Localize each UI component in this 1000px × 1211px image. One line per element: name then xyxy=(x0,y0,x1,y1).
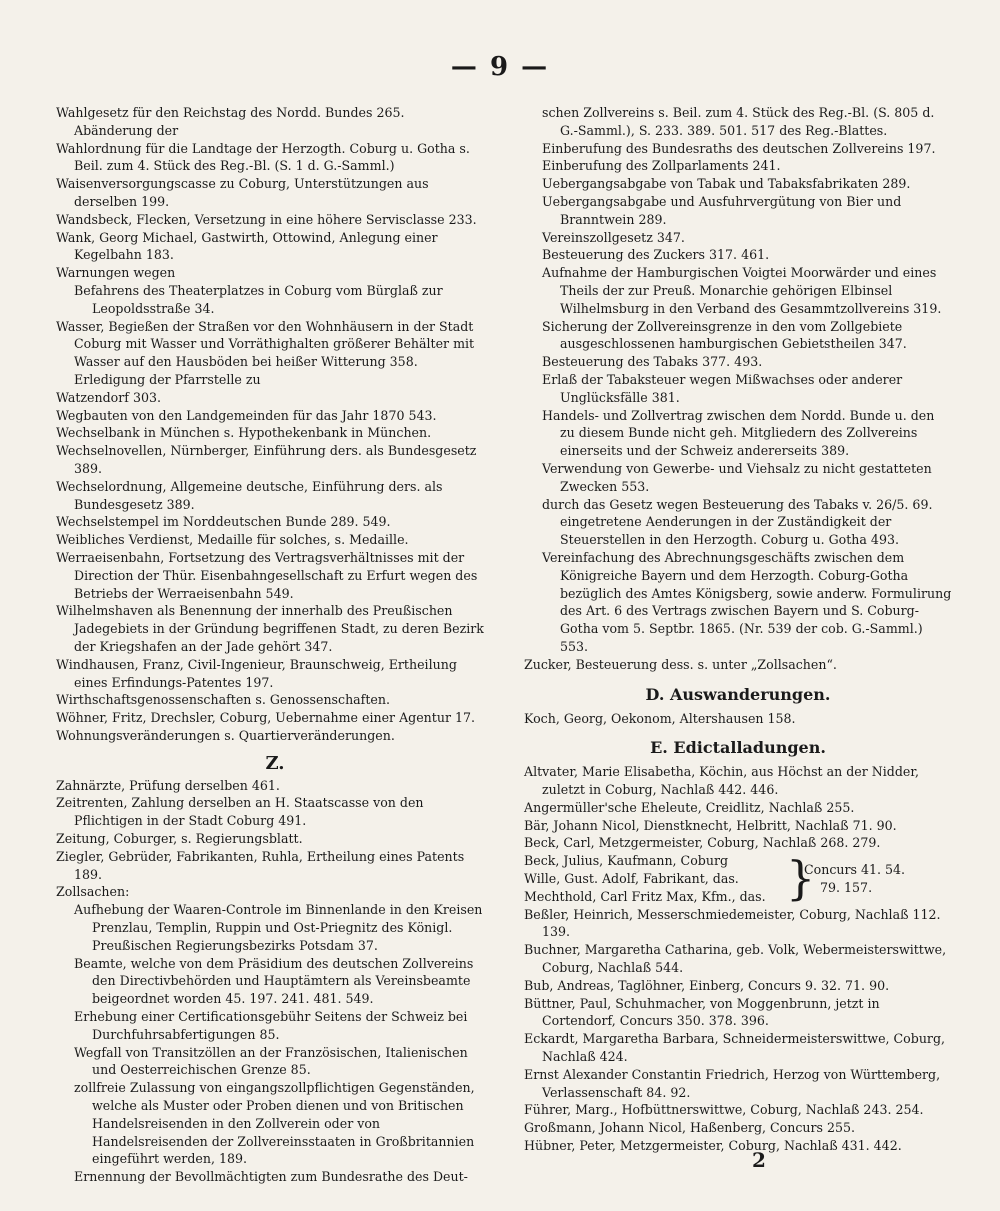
curly-brace: } xyxy=(786,851,816,906)
index-entry: Wechselordnung, Allgemeine deutsche, Einführung ders. als Bundesgesetz 389. xyxy=(56,478,443,512)
index-entry: Befahrens des Theaterplatzes in Coburg vom Bürglaß zur Leopoldsstraße 34. xyxy=(74,282,443,316)
index-entry: Wahlgesetz für den Reichstag des Nordd. Bundes 265. xyxy=(56,105,405,120)
index-entry: Uebergangsabgabe und Ausfuhrvergütung von Bier und Branntwein 289. xyxy=(542,193,902,227)
index-entry: Wöhner, Fritz, Drechsler, Coburg, Uebernahme einer Agentur 17. xyxy=(56,710,476,726)
index-entry: Zahnärzte, Prüfung derselben 461. xyxy=(56,777,280,793)
index-entry: Wank, Georg Michael, Gastwirth, Ottowind, Anlegung einer Kegelbahn 183. xyxy=(56,229,438,263)
left-column xyxy=(56,104,494,1186)
index-entry: Wechselstempel im Norddeutschen Bunde 289. 549. xyxy=(56,514,391,530)
index-entry: Wechselnovellen, Nürnberger, Einführung ders. als Bundesgesetz 389. xyxy=(56,443,477,476)
list-item: Beck, Julius, Kaufmann, Coburg xyxy=(524,853,729,869)
index-entry: Wasser, Begießen der Straßen vor den Wohnhäusern in der Stadt Coburg mit Wasser und Vorräthighalten größerer Behälter mit Wasser auf den Hausböden bei heißer Witterung 358. xyxy=(56,318,475,370)
index-entry: Zeitrenten, Zahlung derselben an H. Staatscasse von den Pflichtigen in der Stadt Coburg 491. xyxy=(56,795,424,829)
index-entry: Einberufung des Bundesraths des deutschen Zollvereins 197. xyxy=(542,140,936,156)
index-entry: Uebergangsabgabe von Tabak und Tabaksfabrikaten 289. xyxy=(542,176,911,192)
concurs-group-text xyxy=(804,852,952,905)
index-entry: Bub, Andreas, Taglöhner, Einberg, Concurs 9. 32. 71. 90. xyxy=(524,977,890,993)
index-entry: Watzendorf 303. xyxy=(56,389,161,405)
index-entry: Besteuerung des Tabaks 377. 493. xyxy=(542,354,763,370)
index-entry: Altvater, Marie Elisabetha, Köchin, aus Höchst an der Nidder, zuletzt in Coburg, Nachlaß 442. 446. xyxy=(524,764,920,798)
index-entry: Wirthschaftsgenossenschaften s. Genossenschaften. xyxy=(56,692,390,708)
index-entry: Zeitung, Coburger, s. Regierungsblatt. xyxy=(56,831,303,847)
index-entry: Weibliches Verdienst, Medaille für solches, s. Medaille. xyxy=(56,532,409,548)
index-entry: Verwendung von Gewerbe- und Viehsalz zu nicht gestatteten Zwecken 553. xyxy=(542,460,932,494)
index-entry: Aufhebung der Waaren-Controle im Binnenlande in den Kreisen Prenzlau, Templin, Ruppin und Ost-Priegnitz des Königl. Preußischen Regierungsbezirks Potsdam 37. xyxy=(74,902,483,953)
index-entry: Ernennung der Bevollmächtigten zum Bundesrathe des Deut- xyxy=(74,1169,468,1185)
index-entry: Waisenversorgungscasse zu Coburg, Unterstützungen aus derselben 199. xyxy=(56,176,429,209)
section-letter: Z. xyxy=(265,752,285,774)
index-entry: Buchner, Margaretha Catharina, geb. Volk, Webermeisterswittwe, Coburg, Nachlaß 544. xyxy=(524,942,947,976)
index-entry: Aufnahme der Hamburgischen Voigtei Moorwärder und eines Theils der zur Preuß. Monarchie gehörigen Elbinsel Wilhelmsburg in den Verband des Gesammtzollvereins 319. xyxy=(542,265,942,316)
index-entry: Wandsbeck, Flecken, Versetzung in eine höhere Servisclasse 233. xyxy=(56,211,477,227)
index-entry: Ziegler, Gebrüder, Fabrikanten, Ruhla, Ertheilung eines Patents 189. xyxy=(56,848,465,882)
section-e-entries xyxy=(524,763,952,852)
section-e-entries-continued xyxy=(524,906,952,1155)
index-entry: Bär, Johann Nicol, Dienstknecht, Helbritt, Nachlaß 71. 90. xyxy=(524,817,897,833)
right-column-entries xyxy=(524,104,952,674)
concurs-refs-1: Concurs 41. 54. xyxy=(804,862,906,878)
list-item: Mechthold, Carl Fritz Max, Kfm., das. xyxy=(524,888,766,904)
section-d-heading: D. Auswanderungen. xyxy=(645,684,831,704)
index-entry: Vereinfachung des Abrechnungsgeschäfts zwischen dem Königreiche Bayern und dem Herzogth. Coburg-Gotha bezüglich des Amtes Königsberg, sowie anderw. Formulirung des Art. 6 des Vertrags zwischen Bayern und S. Coburg-Gotha vom 5. Septbr. 1865. (Nr. 539 der cob. G.-Samml.) 553. xyxy=(542,549,952,654)
index-entry: Führer, Marg., Hofbüttnerswittwe, Coburg, Nachlaß 243. 254. xyxy=(524,1102,924,1118)
index-entry: Ernst Alexander Constantin Friedrich, Herzog von Württemberg, Verlassenschaft 84. 92. xyxy=(524,1066,941,1100)
index-entry: Wahlordnung für die Landtage der Herzogth. Coburg u. Gotha s. Beil. zum 4. Stück des Reg.-Bl. (S. 1 d. G.-Samml.) xyxy=(56,140,470,174)
sub-heading: Abänderung der xyxy=(74,122,179,138)
section-d-entries xyxy=(524,710,952,728)
index-entry: Warnungen wegen xyxy=(56,265,176,281)
section-e-heading: E. Edictalladungen. xyxy=(650,738,826,758)
index-entry: Eckardt, Margaretha Barbara, Schneidermeisterswittwe, Coburg, Nachlaß 424. xyxy=(524,1031,946,1065)
signature-mark: 2 xyxy=(752,1148,766,1172)
index-entry: Erlaß der Tabaksteuer wegen Mißwachses oder anderer Unglücksfälle 381. xyxy=(542,371,903,405)
index-entry: Hübner, Peter, Metzgermeister, Coburg, Nachlaß 431. 442. xyxy=(524,1138,902,1154)
index-entry: Koch, Georg, Oekonom, Altershausen 158. xyxy=(524,710,796,726)
sub-heading: Erledigung der Pfarrstelle zu xyxy=(74,371,261,387)
index-entry: Windhausen, Franz, Civil-Ingenieur, Braunschweig, Ertheilung eines Erfindungs-Patentes 197. xyxy=(56,656,457,690)
index-entry: zollfreie Zulassung von eingangszollpflichtigen Gegenständen, welche als Muster oder Proben dienen und von Britischen Handelsreisenden in den Zollverein oder von Handelsreisenden der Zollvereinsstaaten in Großbritannien eingeführt werden, 189. xyxy=(74,1080,475,1167)
index-entry: Wegbauten von den Landgemeinden für das Jahr 1870 543. xyxy=(56,407,437,423)
index-entry: Erhebung einer Certificationsgebühr Seitens der Schweiz bei Durchfuhrsabfertigungen 85. xyxy=(74,1009,468,1042)
index-entry: Beßler, Heinrich, Messerschmiedemeister, Coburg, Nachlaß 112. 139. xyxy=(524,906,941,940)
index-entry: Wilhelmshaven als Benennung der innerhalb des Preußischen Jadegebiets in der Gründung begriffenen Stadt, zu deren Bezirk der Kriegshafen an der Jade gehört 347. xyxy=(56,603,484,654)
concurs-refs-2: 79. 157. xyxy=(820,879,873,895)
index-entry: Großmann, Johann Nicol, Haßenberg, Concurs 255. xyxy=(524,1120,856,1136)
index-entry: Werraeisenbahn, Fortsetzung des Vertragsverhältnisses mit der Direction der Thür. Eisenbahngesellschaft zu Erfurt wegen des Betriebs der Werraeisenbahn 549. xyxy=(56,549,478,601)
index-entry: Büttner, Paul, Schuhmacher, von Moggenbrunn, jetzt in Cortendorf, Concurs 350. 378. 396. xyxy=(524,995,880,1029)
page-number: — 9 — xyxy=(450,52,550,82)
index-entry: Zucker, Besteuerung dess. s. unter „Zollsachen“. xyxy=(524,656,837,672)
index-entry: Beck, Carl, Metzgermeister, Coburg, Nachlaß 268. 279. xyxy=(524,835,881,851)
index-entry: Zollsachen: xyxy=(56,884,130,900)
index-entry: Wechselbank in München s. Hypothekenbank in München. xyxy=(56,425,432,441)
index-entry: Beamte, welche von dem Präsidium des deutschen Zollvereins den Directivbehörden und Hauptämtern als Vereinsbeamte beigeordnet worden 45. 197. 241. 481. 549. xyxy=(74,955,474,1007)
index-entry: Angermüller'sche Eheleute, Creidlitz, Nachlaß 255. xyxy=(524,799,855,815)
index-entry: Handels- und Zollvertrag zwischen dem Nordd. Bunde u. den zu diesem Bunde nicht geh. Mitgliedern des Zollvereins einerseits und der Schweiz andererseits 389. xyxy=(542,407,935,459)
index-entry: Sicherung der Zollvereinsgrenze in den vom Zollgebiete ausgeschlossenen hamburgischen Gebietstheilen 347. xyxy=(542,318,907,352)
index-entry: Einberufung des Zollparlaments 241. xyxy=(542,158,781,174)
concurs-group xyxy=(524,852,952,905)
index-entry: durch das Gesetz wegen Besteuerung des Tabaks v. 26/5. 69. eingetretene Aenderungen in der Zuständigkeit der Steuerstellen in den Herzogth. Coburg u. Gotha 493. xyxy=(542,496,933,548)
index-entry: Vereinszollgesetz 347. xyxy=(542,229,685,245)
index-entry: schen Zollvereins s. Beil. zum 4. Stück des Reg.-Bl. (S. 805 d. G.-Samml.), S. 233. 389. 501. 517 des Reg.-Blattes. xyxy=(542,105,935,138)
index-entry: Wohnungsveränderungen s. Quartierveränderungen. xyxy=(56,727,395,743)
index-entry: Besteuerung des Zuckers 317. 461. xyxy=(542,247,770,263)
concurs-group-names xyxy=(524,852,784,905)
right-column xyxy=(524,104,952,1155)
index-entry: Wegfall von Transitzöllen an der Französischen, Italienischen und Oesterreichischen Grenze 85. xyxy=(74,1044,468,1078)
list-item: Wille, Gust. Adolf, Fabrikant, das. xyxy=(524,871,739,887)
